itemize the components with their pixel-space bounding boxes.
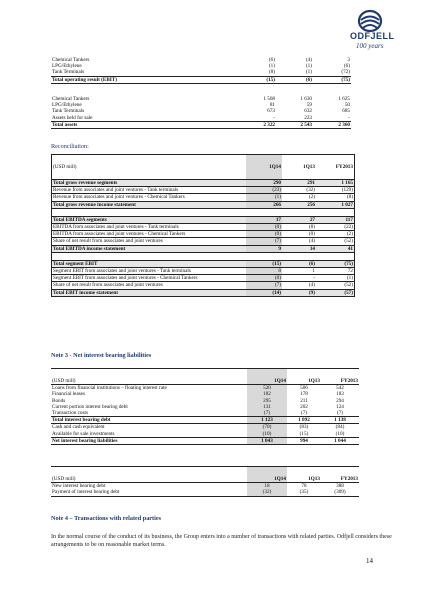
col-header-1q13: 1Q13 [287, 378, 321, 385]
row-label: Total gross revenue segments [52, 180, 246, 187]
group-top-row [52, 217, 354, 224]
cell-1q14: 2 322 [231, 121, 276, 128]
cell-1q14: 18 [247, 483, 287, 490]
cell-fy2013: 3 [347, 57, 350, 63]
logo-tagline: 100 years [356, 42, 384, 50]
row-label: Tank Terminals [52, 69, 85, 76]
cell-1q13: (2) [282, 194, 316, 201]
cell-1q14: 266 [246, 201, 282, 208]
row-label: Total EBITDA segments [52, 217, 246, 224]
company-logo [340, 8, 400, 54]
cell-1q13: (4) [305, 57, 312, 63]
cell-1q13: 291 [282, 180, 316, 187]
cell-1q13: (15) [299, 430, 309, 437]
cell-1q13: 14 [282, 245, 316, 252]
cell-fy2013: (129) [316, 187, 354, 194]
table-row [52, 238, 354, 245]
cell-fy2013: 1 027 [316, 201, 354, 208]
total-row [52, 245, 354, 252]
cell-1q13: - [282, 275, 316, 282]
row-label: EBITDA from associates and joint ventures - Chemical Tankers [52, 231, 246, 238]
row-label: Total segment EBIT [52, 261, 246, 268]
cell-1q14: (7) [247, 410, 287, 417]
row-label: Total gross revenue income statement [52, 201, 246, 208]
cell-fy2013: 1 165 [316, 180, 354, 187]
cell-1q14: 131 [247, 404, 287, 410]
logo-brand: ODFJELL [350, 31, 395, 41]
row-label: New interest bearing debt [52, 483, 106, 490]
table-row [51, 424, 359, 431]
col-header-1q14: 1Q14 [247, 476, 287, 483]
cell-fy2013: (72) [341, 69, 350, 76]
cell-1q14: 8 [246, 268, 282, 275]
cell-1q14: (0) [246, 275, 282, 282]
cell-fy2013: - [348, 114, 350, 121]
cell-fy2013: 1 625 [338, 96, 350, 102]
row-label: Chemical Tankers [52, 57, 90, 63]
cell-1q14: (32) [247, 489, 287, 496]
cell-1q14: 1 043 [247, 437, 287, 444]
cell-fy2013: (52) [316, 282, 354, 289]
table-row [51, 489, 359, 496]
cell-fy2013: (7) [336, 410, 344, 417]
col-header-fy2013: FY2013 [335, 163, 353, 170]
cell-1q13: (4) [282, 238, 316, 245]
row-label: Segment EBIT from associates and joint ventures - Tank terminals [52, 268, 246, 275]
cell-1q13: (32) [282, 187, 316, 194]
table-row [52, 187, 354, 194]
cell-1q13: 27 [282, 217, 316, 224]
cell-fy2013: (309) [321, 489, 359, 496]
cell-1q13: 1 630 [300, 96, 312, 102]
table-row [52, 194, 354, 201]
cell-1q13: 506 [300, 385, 308, 392]
cell-fy2013: (8) [316, 194, 354, 201]
cell-fy2013: 41 [316, 245, 354, 252]
cell-fy2013: (75) [316, 261, 354, 268]
row-label: Share of net result from associates and joint ventures [52, 238, 246, 245]
cell-1q13: 202 [300, 403, 308, 410]
row-label: Net interest bearing liabilities [51, 437, 247, 444]
revenue-group [52, 179, 354, 209]
cell-1q13: 178 [300, 391, 308, 398]
cell-1q13: (9) [282, 289, 316, 296]
cell-1q14: 81 [269, 102, 275, 109]
cell-fy2013: (22) [316, 224, 354, 231]
table-row [52, 231, 354, 238]
cell-1q13: 256 [282, 201, 316, 208]
row-label: Share of net result from associates and joint ventures [52, 282, 246, 289]
cell-fy2013: (84) [335, 424, 345, 431]
cell-1q14: 673 [267, 108, 275, 115]
ebit-group [52, 261, 354, 296]
reconciliation-table [51, 154, 355, 297]
cell-1q14: (70) [247, 424, 287, 431]
note4-body: In the normal course of the conduct of its business, the Group enters into a number of transactions with related parties. Odfjell considers these arrangements to be on reasonable market terms. [51, 534, 392, 548]
cell-1q14: 182 [247, 391, 287, 397]
table-row [52, 275, 354, 282]
cell-fy2013: 542 [336, 385, 344, 392]
row-label: LPG/Ethylene [52, 102, 82, 109]
cell-1q14: 520 [247, 385, 287, 392]
cell-1q14: 1 568 [263, 96, 275, 102]
cell-1q13: (4) [282, 282, 316, 289]
col-header-fy2013: FY2013 [321, 476, 359, 483]
table-row [51, 431, 359, 438]
cell-1q13: 78 [301, 483, 307, 490]
cell-1q14: 290 [246, 180, 282, 187]
cell-1q13: 211 [300, 397, 308, 404]
row-label: Total EBIT income statement [52, 289, 246, 296]
cell-1q13: (8) [282, 224, 316, 231]
col-header-1q14: 1Q14 [246, 155, 282, 179]
ebit-segment-table [51, 57, 351, 84]
cell-1q13: (1) [305, 69, 312, 76]
header-row [51, 467, 359, 477]
row-label: Payment of interest bearing debt [51, 489, 247, 496]
total-row [51, 417, 359, 424]
cell-1q14: 9 [246, 245, 282, 252]
table-row [52, 268, 354, 275]
cell-1q13: 632 [304, 108, 312, 115]
unit-label: (USD mill) [53, 163, 77, 170]
cell-1q14: (0) [246, 231, 282, 238]
cell-1q13: (0) [282, 231, 316, 238]
row-label: Total interest bearing debt [51, 417, 247, 424]
cell-1q13: 59 [306, 102, 312, 109]
cell-1q14: 1 123 [247, 417, 287, 424]
row-label: Cash and cash equivalent [52, 424, 105, 431]
row-label: Total operating result (EBIT) [51, 76, 231, 83]
cell-1q13: (7) [300, 410, 308, 417]
row-label: EBITDA from associates and joint ventures - Tank terminals [52, 224, 246, 231]
header-row [51, 476, 359, 483]
cell-fy2013: 1 138 [321, 417, 359, 424]
cell-1q14: (15) [246, 261, 282, 268]
cell-fy2013: (10) [335, 430, 345, 437]
col-header-fy2013: FY2013 [321, 378, 359, 385]
page-number: 14 [366, 557, 373, 565]
cell-1q13: 1 [282, 268, 316, 275]
row-label: Total EBITDA income statement [52, 245, 246, 252]
table-row [52, 282, 354, 289]
cell-fy2013: 124 [336, 403, 344, 410]
cell-fy2013: 294 [336, 397, 344, 404]
row-label: Loans from financial institutions – floating interest rate [52, 385, 167, 392]
cell-fy2013: (57) [316, 289, 354, 296]
cell-fy2013: 117 [316, 217, 354, 224]
cell-1q14: (1) [246, 194, 282, 201]
note3-title: Note 3 - Net interest bearing liabilities [51, 352, 152, 359]
cell-1q13: (83) [299, 424, 309, 431]
cell-1q13: (6) [282, 261, 316, 268]
col-header-1q13: 1Q13 [287, 476, 321, 483]
cell-fy2013: 72 [316, 268, 354, 275]
total-row [51, 76, 351, 83]
cell-fy2013: 388 [336, 483, 344, 490]
table-row [51, 115, 351, 122]
row-label: Total assets [51, 121, 231, 128]
header-row [52, 155, 354, 179]
col-header-1q14: 1Q14 [247, 378, 287, 385]
cell-1q13: (6) [276, 76, 313, 83]
cell-fy2013: (1) [316, 275, 354, 282]
cell-1q13: 1 092 [287, 417, 321, 424]
table-row [52, 224, 354, 231]
cell-1q13: 994 [287, 437, 321, 444]
cell-1q14: (8) [268, 69, 275, 76]
cell-1q14: (15) [231, 76, 276, 83]
table-row [51, 385, 359, 392]
col-header-1q13: 1Q13 [303, 163, 315, 170]
cell-1q14: (0) [246, 224, 282, 231]
cell-fy2013: 685 [342, 108, 350, 115]
table-row [51, 69, 351, 76]
cell-fy2013: (6) [343, 63, 350, 70]
row-label: Current portion interest bearing debt [52, 403, 128, 410]
row-label: Transaction costs [52, 410, 88, 417]
unit-label: (USD mill) [51, 378, 247, 385]
cell-1q14: (10) [247, 431, 287, 438]
net-interest-table [51, 368, 359, 445]
group-top-row [52, 261, 354, 268]
row-label: Chemical Tankers [52, 96, 90, 102]
cell-1q14: (7) [246, 238, 282, 245]
ebitda-group [52, 217, 354, 253]
cell-1q13: 2 543 [276, 121, 313, 128]
debt-movement-table [51, 466, 359, 497]
row-label: Bonds [52, 397, 66, 404]
total-row [51, 121, 351, 128]
cell-fy2013: 183 [336, 391, 344, 398]
row-label: LPG/Ethylene [52, 63, 82, 70]
cell-fy2013: (2) [316, 231, 354, 238]
cell-fy2013: 1 044 [321, 437, 359, 444]
assets-segment-table [51, 96, 351, 129]
cell-1q14: 17 [246, 217, 282, 224]
cell-fy2013: (52) [316, 238, 354, 245]
unit-label: (USD mill) [51, 476, 247, 483]
cell-fy2013: 2 360 [313, 121, 351, 128]
group-top-row [52, 180, 354, 187]
cell-1q13: (35) [287, 489, 321, 496]
cell-1q14: (1) [268, 63, 275, 70]
cell-1q14: (23) [246, 187, 282, 194]
header-row [51, 378, 359, 385]
row-label: Assets held for sale [52, 114, 93, 121]
cell-1q14: 295 [247, 398, 287, 404]
row-label: Revenue from associates and joint ventures - Chemical Tankers [52, 194, 246, 201]
cell-1q14: (7) [246, 282, 282, 289]
cell-1q14: (6) [268, 57, 275, 63]
reconciliation-title: Reconciliation: [51, 143, 89, 150]
cell-1q14: (14) [246, 289, 282, 296]
row-label: Revenue from associates and joint ventures - Tank terminals [52, 187, 246, 194]
header-row [51, 369, 359, 379]
cell-1q13: (1) [305, 63, 312, 70]
total-row [51, 437, 359, 444]
total-row [52, 289, 354, 296]
row-label: Segment EBIT from associates and joint ventures - Chemical Tankers [52, 275, 246, 282]
cell-fy2013: (75) [313, 76, 351, 83]
cell-1q13: 223 [304, 114, 312, 121]
row-label: Financial leases [52, 391, 85, 398]
row-label: Available for sale investments [52, 430, 115, 437]
table-row [51, 410, 359, 417]
note4-title: Note 4 – Transactions with related parties [51, 515, 161, 522]
cell-fy2013: 50 [344, 102, 350, 109]
total-row [52, 201, 354, 208]
row-label: Tank Terminals [52, 108, 85, 115]
cell-1q14: - [273, 114, 275, 121]
